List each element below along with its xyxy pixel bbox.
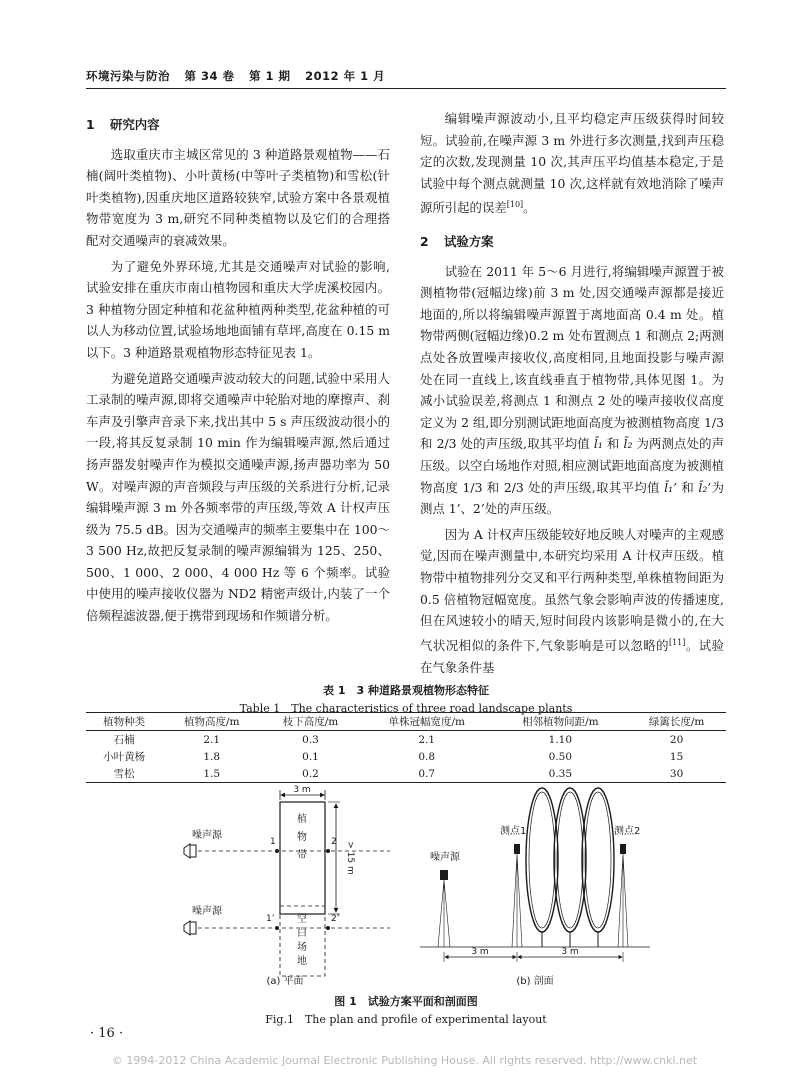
paragraph: 选取重庆市主城区常见的 3 种道路景观植物——石楠(阔叶类植物)、小叶黄杨(中等叶子类植物)和雪松(针叶类植物),因重庆地区道路较狭窄,试验方案中各景观植物带宽度为 3 m,研究不同种类植物以及它们的合理搭配对交通噪声的衰减效果。 (86, 146, 390, 248)
table-row (86, 731, 726, 749)
table-cell: 0.3 (302, 733, 319, 746)
measure-point-2-label: 测点2 (614, 826, 641, 837)
point-1p-label: 1’ (266, 914, 275, 924)
table-header: 植物高度/m (183, 716, 240, 728)
table-cell: 0.7 (418, 767, 436, 780)
running-header (86, 68, 726, 84)
table-cell: 0.50 (548, 750, 573, 763)
source-label-profile: 噪声源 (430, 852, 460, 863)
table-cell: 小叶黄杨 (103, 751, 146, 763)
table-cell: 15 (669, 750, 684, 763)
distance-2: 3 m (561, 947, 579, 957)
table-cell: 0.8 (418, 750, 436, 763)
table-cell: 0.2 (302, 767, 319, 780)
symbol-l1: l̄₁ (593, 436, 603, 452)
table-header: 单株冠幅宽度/m (388, 716, 465, 728)
table-1 (86, 712, 726, 783)
table-header: 枝下高度/m (282, 716, 339, 728)
table-header-row (86, 713, 726, 731)
issue: 第 1 期 (249, 69, 291, 83)
citation: [10] (506, 200, 524, 210)
table-cell: 2.1 (203, 733, 221, 746)
citation: [11] (668, 637, 686, 647)
point-2-label: 2 (331, 837, 337, 847)
figure-1 (150, 782, 670, 987)
figure-1b-profile (420, 788, 650, 987)
header-rule (86, 88, 726, 89)
length-label: > 15 m (345, 841, 355, 875)
page-number: · 16 · (90, 1026, 124, 1041)
speaker-icon (184, 921, 190, 935)
table-cell: 1.5 (203, 767, 221, 780)
right-column (420, 108, 724, 682)
date: 2012 年 1 月 (305, 69, 386, 83)
figure-1b-caption: (b) 剖面 (516, 976, 554, 987)
left-column (86, 108, 390, 631)
table-cell: 0.1 (302, 750, 319, 763)
table-cell: 1.8 (203, 750, 221, 763)
figure-1a-plan (184, 785, 390, 987)
width-label: 3 m (293, 785, 311, 795)
section-1-heading: 1 研究内容 (86, 117, 160, 132)
paragraph: 因为 A 计权声压级能较好地反映人对噪声的主观感觉,因而在噪声测量中,本研究均采用 A 计权声压级。植物带中植物排列分交叉和平行两种类型,单株植物间距为 0.5 倍植物冠幅宽度。虽然气象会影响声波的传播速度,但在风速较小的晴天,短时间段内该影响是微小的,在大气状况相似的条件下,气象影响是可以忽略的[11]。试验在气象条件基 (420, 526, 724, 675)
source-label-top: 噪声源 (192, 830, 222, 841)
source-label-bottom: 噪声源 (192, 906, 222, 917)
table-1-caption: 表 1 3 种道路景观植物形态特征 Table 1 The characteristics of three road landscape plants (239, 684, 573, 715)
paragraph: 为了避免外界环境,尤其是交通噪声对试验的影响,试验安排在重庆市南山植物园和重庆大学虎溪校园内。3 种植物分固定种植和花盆种植两种类型,花盆种植的可以人为移动位置,试验场地地面铺有草坪,高度在 0.15 m 以下。3 种道路景观植物形态特征见表 1。 (86, 258, 390, 360)
table-row (86, 765, 726, 783)
figure-1a-caption: (a) 平面 (266, 976, 304, 987)
measure-point-1-label: 测点1 (500, 826, 527, 837)
distance-1: 3 m (471, 947, 489, 957)
symbol-l2: l̄₂ (623, 436, 633, 452)
paragraph: 为避免道路交通噪声波动较大的问题,试验中采用人工录制的噪声源,即将交通噪声中轮胎对地的摩擦声、刹车声及引擎声音录下来,找出其中 5 s 声压级波动很小的一段,将其反复录制 10 min 作为编辑噪声源,然后通过扬声器发射噪声作为模拟交通噪声源,扬声器功率为 50 W。对噪声源的声音频段与声压级的关系进行分析,记录编辑噪声源 3 m 外各频率带的声压级,等效 A 计权声压级为 75.5 dB。因为交通噪声的频率主要集中在 100～3 500 Hz,故把反复录制的噪声源编辑为 125、250、500、1 000、2 000、4 000 Hz 等 6 个频率。试验中使用的噪声接收仪器为 ND2 精密声级计,内装了一个倍频程滤波器,便于携带到现场和作频谱分析。 (86, 370, 390, 624)
point-2p-label: 2’ (331, 914, 340, 924)
table-cell: 20 (669, 733, 684, 746)
paragraph: 编辑噪声源波动小,且平均稳定声压级获得时间较短。试验前,在噪声源 3 m 外进行多次测量,找到声压稳定的次数,发现测量 10 次,其声压平均值基本稳定,于是试验中每个测点就测量 10 次,这样就有效地消除了噪声源所引起的误差[10]。 (420, 111, 724, 216)
blank-label-vertical: 空白场地 (297, 914, 307, 967)
symbol-l2-prime: l̄₂’ (698, 479, 712, 495)
table-header: 植物种类 (103, 716, 146, 728)
table-cell: 雪松 (113, 768, 135, 780)
table-header: 相邻植物间距/m (522, 716, 599, 728)
symbol-l1-prime: l̄₁’ (664, 479, 678, 495)
band-label-vertical: 植物带 (297, 814, 307, 861)
volume: 第 34 卷 (184, 69, 235, 83)
table-row (86, 748, 726, 765)
table-header: 绿篱长度/m (648, 716, 705, 728)
table-cell: 30 (669, 767, 684, 780)
table-cell: 2.1 (418, 733, 436, 746)
table-cell: 0.35 (548, 767, 573, 780)
paragraph: 试验在 2011 年 5～6 月进行,将编辑噪声源置于被测植物带(冠幅边缘)前 3 m 处,因交通噪声源都是接近地面的,所以将编辑噪声源置于离地面高 0.4 m 处。植物带两侧(冠幅边缘)0.2 m 处布置测点 1 和测点 2;两测点处各放置噪声接收仪,高度相同,且地面投影与噪声源处在同一直线上,该直线垂直于植物带,具体见图 1。为减小试验误差,将测点 1 和测点 2 处的噪声接收仪高度定义为 2 组,即分别测试距地面高度为被测植物高度 1/3 和 2/3 处的声压级,取其平均值 l̄₁ 和 l̄₂ 为两测点处的声压级。以空白场地作对照,相应测试距地面高度为被测植物高度 1/3 和 2/3 处的声压级,取其平均值 l̄₁’ 和 l̄₂’为测点 1’、2’处的声压级。 (420, 263, 724, 517)
figure-1-caption: 图 1 试验方案平面和剖面图 Fig.1 The plan and profile of experimental layout (265, 995, 547, 1026)
point-1-label: 1 (270, 837, 276, 847)
copyright-footer: © 1994-2012 China Academic Journal Electronic Publishing House. All rights reserved. http://www.cnki.net (111, 1054, 698, 1067)
table-cell: 1.10 (548, 733, 573, 746)
speaker-icon (184, 844, 190, 858)
section-2-heading: 2 试验方案 (420, 234, 494, 250)
table-cell: 石楠 (113, 734, 135, 746)
journal-name: 环境污染与防治 (86, 69, 170, 83)
